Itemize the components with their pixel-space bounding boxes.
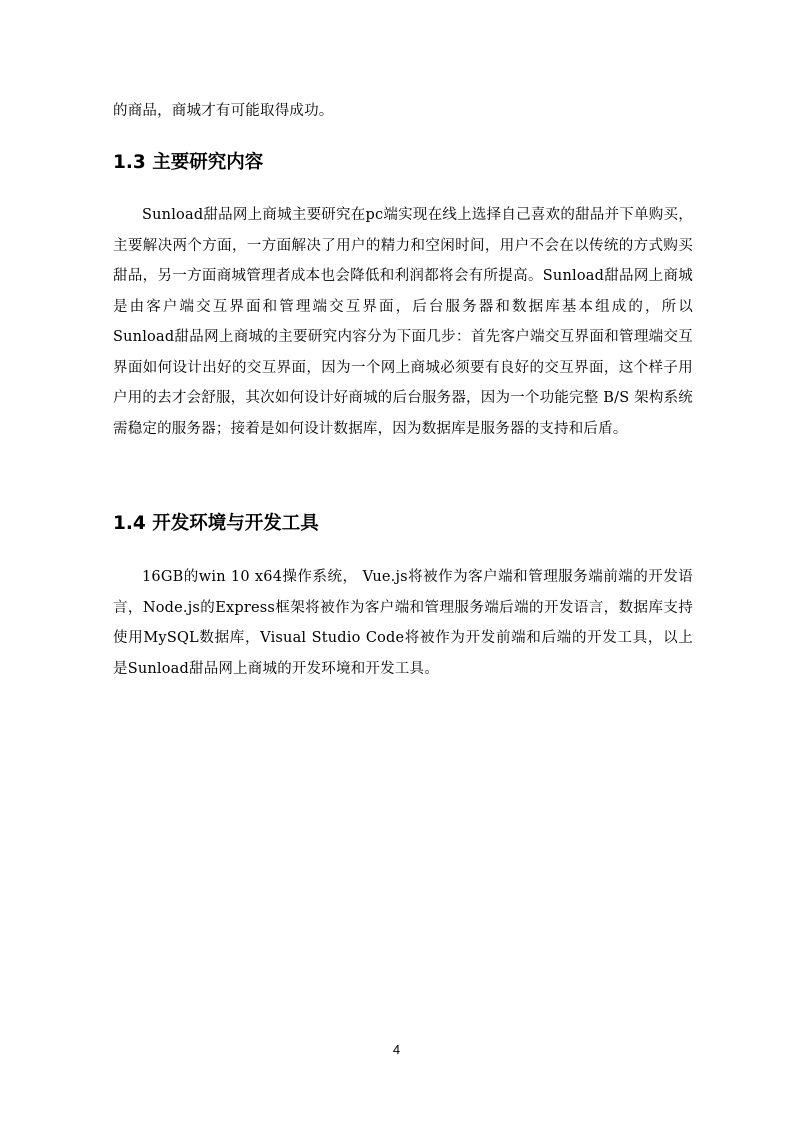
- continuation-paragraph: 的商品，商城才有可能取得成功。: [113, 103, 334, 119]
- section-heading-1-4: 1.4 开发环境与开发工具: [113, 513, 319, 534]
- section-1-3-paragraph: Sunload甜品网上商城主要研究在pc端实现在线上选择自己喜欢的甜品并下单购买，主要解决两个方面，一方面解决了用户的精力和空闲时间，用户不会在以传统的方式购买甜品，另一方面商城管理者成本也会降低和利润都将会有所提高。Sunload甜品网上商城是由客户端交互界面和管理端交互界面，后台服务器和数据库基本组成的，所以 Sunload甜品网上商城的主要研究内容分为下面几步：首先客户端交互界面和管理端交互界面如何设计出好的交互界面，因为一个网上商城必须要有良好的交互界面，这个样子用户用的去才会舒服，其次如何设计好商城的后台服务器，因为一个功能完整 B/S 架构系统需稳定的服务器；接着是如何设计数据库，因为数据库是服务器的支持和后盾。: [113, 207, 693, 437]
- page-number: 4: [392, 1042, 401, 1057]
- section-1-4-paragraph: 16GB的win 10 x64操作系统， Vue.js将被作为客户端和管理服务端前端的开发语言，Node.js的Express框架将被作为客户端和管理服务端后端的开发语言，数据库支持使用MySQL数据库，Visual Studio Code将被作为开发前端和后端的开发工具，以上是Sunload甜品网上商城的开发环境和开发工具。: [113, 569, 693, 677]
- section-heading-1-3: 1.3 主要研究内容: [113, 152, 264, 173]
